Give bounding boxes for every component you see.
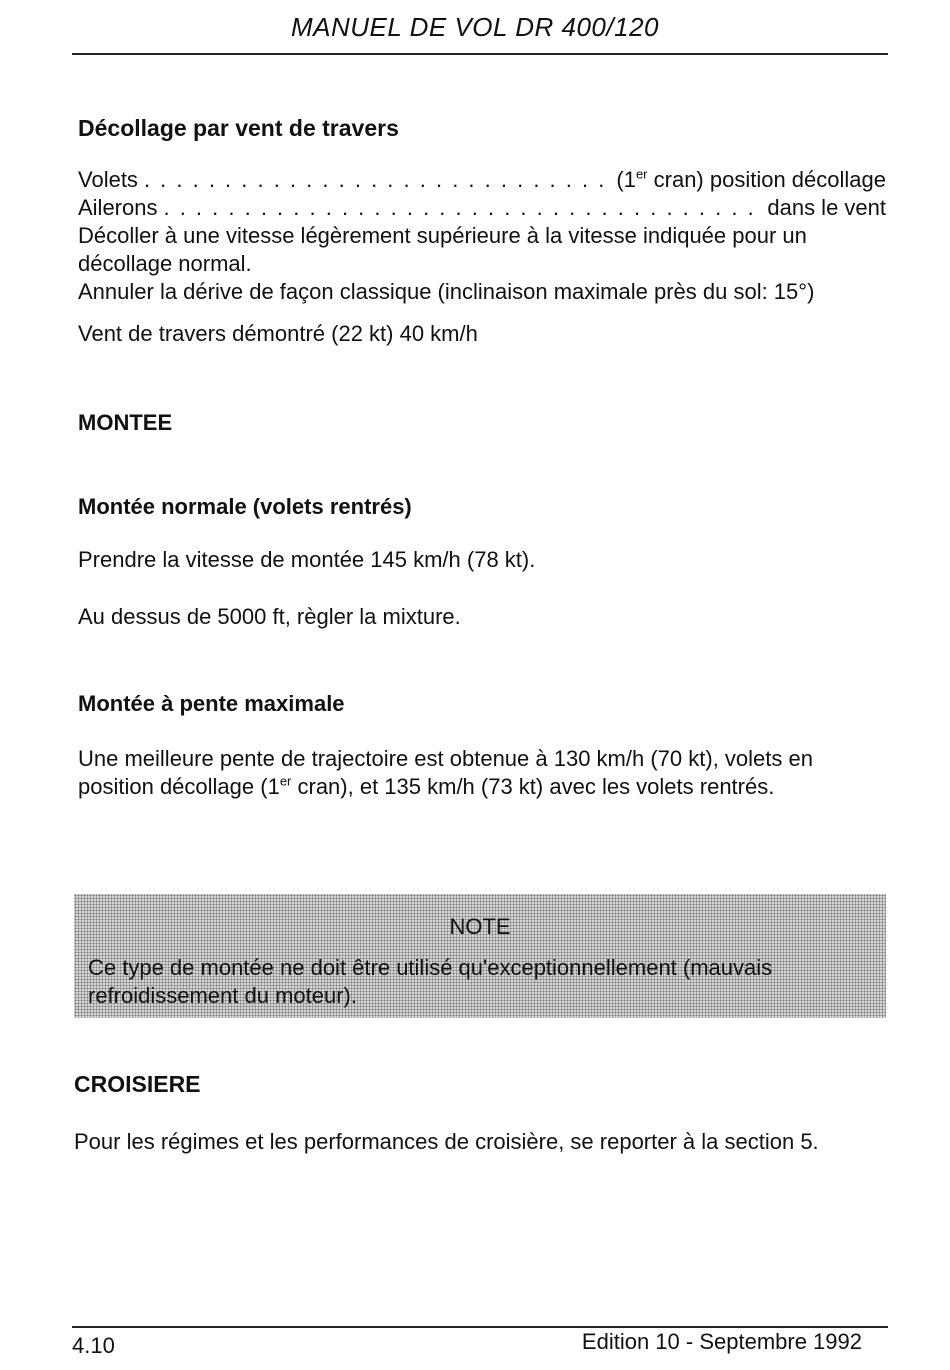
ailerons-checklist-row	[78, 194, 886, 222]
flaps-value: (1er cran) position décollage	[616, 166, 886, 192]
climb-section-heading: MONTEE	[78, 410, 173, 435]
page-number: 4.10	[72, 1333, 115, 1358]
dot-leader	[163, 194, 761, 222]
crosswind-drift-paragraph: Annuler la dérive de façon classique (inclinaison maximale près du sol: 15°)	[78, 279, 815, 304]
header-divider	[72, 53, 888, 55]
max-climb-heading: Montée à pente maximale	[78, 691, 345, 716]
cruise-paragraph: Pour les régimes et les performances de croisière, se reporter à la section 5.	[74, 1129, 819, 1154]
note-box	[74, 894, 886, 1018]
flaps-label: Volets	[78, 167, 138, 192]
ailerons-label: Ailerons	[78, 195, 158, 220]
page-header-title: MANUEL DE VOL DR 400/120	[291, 12, 659, 42]
edition-label: Edition 10 - Septembre 1992	[581, 1329, 862, 1354]
note-title: NOTE	[449, 914, 511, 939]
footer-divider	[72, 1326, 888, 1328]
note-text: Ce type de montée ne doit être utilisé qu'exceptionnellement (mauvais refroidissement du moteur).	[88, 955, 773, 1008]
crosswind-speed-paragraph: Décoller à une vitesse légèrement supérieure à la vitesse indiquée pour un décollage normal.	[78, 223, 807, 276]
normal-climb-heading: Montée normale (volets rentrés)	[78, 494, 412, 519]
max-climb-paragraph: Une meilleure pente de trajectoire est obtenue à 130 km/h (70 kt), volets en position décollage (1er cran), et 135 km/h (73 kt) avec les volets rentrés.	[78, 746, 813, 799]
crosswind-takeoff-heading: Décollage par vent de travers	[78, 115, 399, 141]
ailerons-value: dans le vent	[767, 195, 886, 220]
dot-leader	[144, 166, 610, 194]
normal-climb-speed-paragraph: Prendre la vitesse de montée 145 km/h (78 kt).	[78, 547, 536, 572]
crosswind-demonstrated-paragraph: Vent de travers démontré (22 kt) 40 km/h	[78, 321, 478, 346]
normal-climb-mixture-paragraph: Au dessus de 5000 ft, règler la mixture.	[78, 604, 461, 629]
flaps-checklist-row	[78, 166, 886, 194]
cruise-section-heading: CROISIERE	[74, 1071, 201, 1097]
